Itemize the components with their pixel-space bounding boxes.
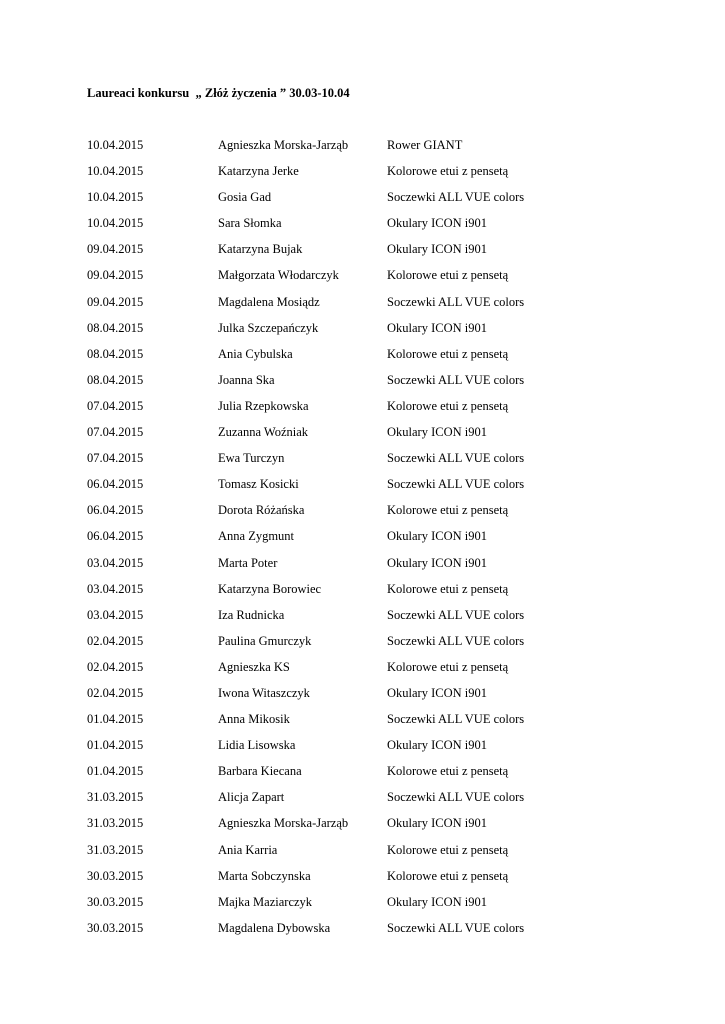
winner-date: 01.04.2015 (87, 764, 144, 779)
winner-name: Anna Zygmunt (218, 529, 295, 544)
winner-name: Katarzyna Borowiec (218, 581, 322, 596)
winner-row (87, 659, 647, 685)
winner-row (87, 633, 647, 659)
winner-prize: Soczewki ALL VUE colors (387, 607, 525, 622)
winner-name: Agnieszka Morska-Jarząb (218, 138, 349, 152)
winner-prize: Kolorowe etui z pensetą (387, 581, 509, 596)
winner-name: Magdalena Dybowska (218, 920, 331, 935)
winner-name: Gosia Gad (218, 190, 272, 205)
winner-name: Barbara Kiecana (218, 764, 302, 779)
winner-prize: Kolorowe etui z pensetą (387, 268, 509, 283)
winner-date: 01.04.2015 (87, 712, 144, 727)
winner-date: 09.04.2015 (87, 268, 144, 283)
winner-date: 07.04.2015 (87, 398, 144, 413)
winner-name: Małgorzata Włodarczyk (218, 268, 339, 283)
winner-prize: Okulary ICON i901 (387, 555, 487, 570)
winner-date: 03.04.2015 (87, 581, 144, 596)
winner-row (87, 398, 647, 424)
winner-name: Marta Sobczynska (218, 868, 311, 883)
winner-row (87, 842, 647, 868)
winner-name: Iwona Witaszczyk (218, 685, 310, 700)
winner-name: Julia Rzepkowska (218, 398, 309, 413)
winner-name: Alicja Zapart (218, 790, 285, 805)
winner-row (87, 450, 647, 476)
winner-row (87, 424, 647, 450)
winner-prize: Soczewki ALL VUE colors (387, 633, 525, 648)
winner-date: 08.04.2015 (87, 320, 144, 335)
winner-date: 06.04.2015 (87, 503, 144, 518)
winner-prize: Soczewki ALL VUE colors (387, 190, 525, 205)
winner-row (87, 294, 647, 320)
winner-prize: Kolorowe etui z pensetą (387, 346, 509, 361)
winner-date: 03.04.2015 (87, 607, 144, 622)
winner-prize: Okulary ICON i901 (387, 216, 487, 231)
winner-date: 10.04.2015 (87, 138, 144, 152)
winner-row (87, 920, 647, 946)
winner-prize: Okulary ICON i901 (387, 242, 487, 257)
winner-name: Anna Mikosik (218, 712, 290, 727)
winner-prize: Soczewki ALL VUE colors (387, 451, 525, 466)
winner-name: Zuzanna Woźniak (218, 425, 309, 440)
winner-date: 08.04.2015 (87, 346, 144, 361)
winner-name: Marta Poter (218, 555, 278, 570)
winner-date: 30.03.2015 (87, 920, 144, 935)
winner-name: Julka Szczepańczyk (218, 320, 319, 335)
winner-name: Ewa Turczyn (218, 451, 285, 466)
winner-prize: Kolorowe etui z pensetą (387, 503, 509, 518)
winner-date: 31.03.2015 (87, 816, 144, 831)
winner-prize: Soczewki ALL VUE colors (387, 920, 525, 935)
winner-prize: Okulary ICON i901 (387, 685, 487, 700)
winner-name: Magdalena Mosiądz (218, 294, 320, 309)
winner-row (87, 267, 647, 293)
winner-date: 31.03.2015 (87, 842, 144, 857)
winner-name: Ania Karria (218, 842, 278, 857)
winner-prize: Okulary ICON i901 (387, 320, 487, 335)
winner-row (87, 476, 647, 502)
winner-prize: Rower GIANT (387, 138, 463, 152)
winner-name: Agnieszka Morska-Jarząb (218, 816, 349, 831)
winner-date: 01.04.2015 (87, 738, 144, 753)
winner-row (87, 189, 647, 215)
winner-name: Joanna Ska (218, 372, 275, 387)
winner-prize: Soczewki ALL VUE colors (387, 294, 525, 309)
winner-prize: Kolorowe etui z pensetą (387, 868, 509, 883)
winner-date: 06.04.2015 (87, 529, 144, 544)
winner-date: 03.04.2015 (87, 555, 144, 570)
winner-prize: Kolorowe etui z pensetą (387, 659, 509, 674)
winner-date: 02.04.2015 (87, 633, 144, 648)
document-title: Laureaci konkursu „ Złóż życzenia ” 30.03-10.04 (87, 86, 350, 100)
winner-prize: Okulary ICON i901 (387, 738, 487, 753)
winner-row (87, 685, 647, 711)
winner-name: Iza Rudnicka (218, 607, 285, 622)
winners-list (87, 137, 647, 946)
winner-prize: Okulary ICON i901 (387, 425, 487, 440)
winner-date: 07.04.2015 (87, 425, 144, 440)
winner-prize: Okulary ICON i901 (387, 894, 487, 909)
winner-row (87, 815, 647, 841)
winner-name: Lidia Lisowska (218, 738, 296, 753)
winner-name: Agnieszka KS (218, 659, 290, 674)
winner-row (87, 607, 647, 633)
winner-name: Dorota Różańska (218, 503, 305, 518)
winner-row (87, 555, 647, 581)
winner-row (87, 241, 647, 267)
winner-prize: Kolorowe etui z pensetą (387, 398, 509, 413)
winner-row (87, 163, 647, 189)
winner-row (87, 789, 647, 815)
winner-date: 09.04.2015 (87, 294, 144, 309)
winner-prize: Soczewki ALL VUE colors (387, 477, 525, 492)
winner-row (87, 346, 647, 372)
winner-prize: Soczewki ALL VUE colors (387, 790, 525, 805)
winner-prize: Soczewki ALL VUE colors (387, 372, 525, 387)
winner-row (87, 137, 647, 163)
winner-name: Katarzyna Bujak (218, 242, 303, 257)
winner-name: Tomasz Kosicki (218, 477, 299, 492)
winner-row (87, 711, 647, 737)
winner-row (87, 320, 647, 346)
winner-prize: Kolorowe etui z pensetą (387, 164, 509, 179)
winner-row (87, 868, 647, 894)
winner-prize: Kolorowe etui z pensetą (387, 842, 509, 857)
winner-date: 08.04.2015 (87, 372, 144, 387)
winner-name: Sara Słomka (218, 216, 282, 231)
winner-row (87, 581, 647, 607)
winner-row (87, 502, 647, 528)
winner-row (87, 372, 647, 398)
winner-prize: Okulary ICON i901 (387, 529, 487, 544)
winner-date: 10.04.2015 (87, 216, 144, 231)
winner-row (87, 215, 647, 241)
winner-date: 30.03.2015 (87, 868, 144, 883)
winner-name: Katarzyna Jerke (218, 164, 299, 179)
winner-date: 10.04.2015 (87, 190, 144, 205)
winner-date: 09.04.2015 (87, 242, 144, 257)
winner-date: 10.04.2015 (87, 164, 144, 179)
winner-name: Majka Maziarczyk (218, 894, 313, 909)
winner-date: 30.03.2015 (87, 894, 144, 909)
winner-date: 02.04.2015 (87, 685, 144, 700)
winner-date: 07.04.2015 (87, 451, 144, 466)
winner-name: Ania Cybulska (218, 346, 293, 361)
winner-row (87, 737, 647, 763)
winner-name: Paulina Gmurczyk (218, 633, 312, 648)
winner-date: 02.04.2015 (87, 659, 144, 674)
winner-row (87, 894, 647, 920)
winner-row (87, 528, 647, 554)
winner-date: 06.04.2015 (87, 477, 144, 492)
winner-prize: Soczewki ALL VUE colors (387, 712, 525, 727)
winner-prize: Okulary ICON i901 (387, 816, 487, 831)
winner-date: 31.03.2015 (87, 790, 144, 805)
winner-row (87, 763, 647, 789)
winner-prize: Kolorowe etui z pensetą (387, 764, 509, 779)
